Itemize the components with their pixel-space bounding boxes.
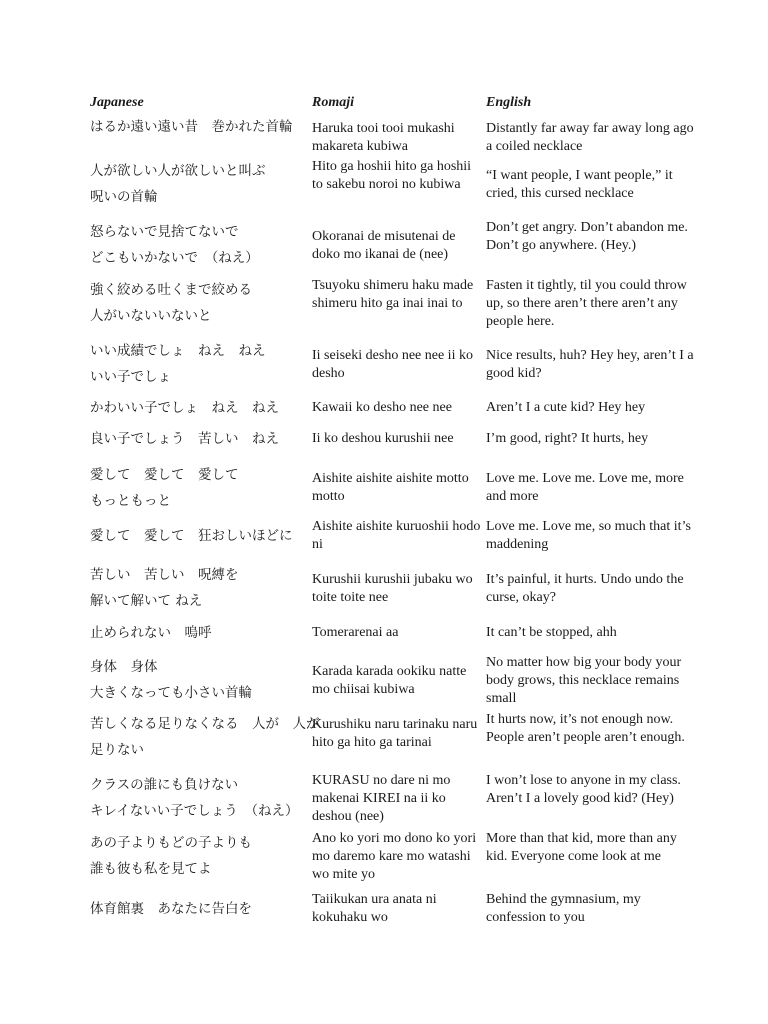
- romaji-line: Okoranai de misutenai de doko mo ikanai de (nee): [312, 229, 456, 262]
- japanese-line: 止められない 嗚呼: [90, 625, 212, 641]
- japanese-line: 苦しい 苦しい 呪縛を 解いて解いて ねえ: [90, 567, 239, 609]
- english-line: Nice results, huh? Hey hey, aren’t I a good kid?: [486, 348, 694, 381]
- english-line: “I want people, I want people,” it cried, this cursed necklace: [486, 168, 673, 201]
- romaji-line: Tomerarenai aa: [312, 625, 399, 640]
- romaji-line: KURASU no dare ni mo makenai KIREI na ii ko deshou (nee): [312, 773, 451, 824]
- header-english: English: [486, 95, 532, 110]
- english-line: Aren’t I a cute kid? Hey hey: [486, 400, 646, 415]
- japanese-line: 怒らないで見捨てないで どこもいかないで （ねえ）: [90, 224, 259, 266]
- romaji-line: Kurushiku naru tarinaku naru hito ga hito ga tarinai: [312, 717, 478, 750]
- header-romaji: Romaji: [312, 95, 355, 110]
- english-line: Behind the gymnasium, my confession to you: [486, 892, 641, 925]
- english-line: Love me. Love me, so much that it’s maddening: [486, 519, 691, 552]
- english-line: I’m good, right? It hurts, hey: [486, 431, 649, 446]
- japanese-line: 愛して 愛して 愛して もっともっと: [90, 467, 239, 509]
- romaji-line: Ii ko deshou kurushii nee: [312, 431, 454, 446]
- english-line: I won’t lose to anyone in my class. Aren’t I a lovely good kid? (Hey): [486, 773, 681, 806]
- english-line: Fasten it tightly, til you could throw up, so there aren’t there aren’t any people here.: [486, 278, 687, 329]
- romaji-line: Haruka tooi tooi mukashi makareta kubiwa: [312, 121, 455, 154]
- english-line: Love me. Love me. Love me, more and more: [486, 471, 684, 504]
- japanese-line: クラスの誰にも負けない キレイないい子でしょう （ねえ）: [90, 777, 299, 819]
- japanese-line: 苦しくなる足りなくなる 人が 人が 足りない: [90, 716, 320, 758]
- romaji-line: Tsuyoku shimeru haku made shimeru hito ga inai inai to: [312, 278, 474, 311]
- english-line: Distantly far away far away long ago a coiled necklace: [486, 121, 694, 154]
- romaji-line: Taiikukan ura anata ni kokuhaku wo: [312, 892, 437, 925]
- japanese-line: 愛して 愛して 狂おしいほどに: [90, 528, 293, 544]
- japanese-line: かわいい子でしょ ねえ ねえ: [90, 400, 279, 416]
- english-line: Don’t get angry. Don’t abandon me. Don’t go anywhere. (Hey.): [486, 220, 688, 253]
- japanese-line: いい成績でしょ ねえ ねえ いい子でしょ: [90, 343, 266, 385]
- romaji-line: Aishite aishite kuruoshii hodo ni: [312, 519, 481, 552]
- english-line: No matter how big your body your body grows, this necklace remains small: [486, 655, 682, 706]
- romaji-line: Ano ko yori mo dono ko yori mo daremo kare mo watashi wo mite yo: [312, 831, 477, 882]
- japanese-line: 身体 身体 大きくなっても小さい首輪: [90, 659, 252, 701]
- japanese-line: あの子よりもどの子よりも 誰も彼も私を見てよ: [90, 835, 252, 877]
- japanese-line: 良い子でしょう 苦しい ねえ: [90, 431, 279, 447]
- english-line: It’s painful, it hurts. Undo undo the curse, okay?: [486, 572, 684, 605]
- header-japanese: Japanese: [90, 95, 144, 110]
- romaji-line: Aishite aishite aishite motto motto: [312, 471, 469, 504]
- romaji-line: Kawaii ko desho nee nee: [312, 400, 452, 415]
- romaji-line: Ii seiseki desho nee nee ii ko desho: [312, 348, 473, 381]
- romaji-line: Kurushii kurushii jubaku wo toite toite nee: [312, 572, 473, 605]
- japanese-line: 体育館裏 あなたに告白を: [90, 901, 252, 917]
- japanese-line: 人が欲しい人が欲しいと叫ぶ 呪いの首輪: [90, 163, 266, 205]
- romaji-line: Karada karada ookiku natte mo chiisai kubiwa: [312, 664, 467, 697]
- japanese-line: 強く絞める吐くまで絞める 人がいないいないと: [90, 282, 252, 324]
- english-line: It can’t be stopped, ahh: [486, 625, 617, 640]
- english-line: More than that kid, more than any kid. Everyone come look at me: [486, 831, 677, 864]
- japanese-line: はるか遠い遠い昔 巻かれた首輪: [90, 119, 293, 135]
- english-line: It hurts now, it’s not enough now. People aren’t people aren’t enough.: [486, 712, 685, 745]
- romaji-line: Hito ga hoshii hito ga hoshii to sakebu noroi no kubiwa: [312, 159, 472, 192]
